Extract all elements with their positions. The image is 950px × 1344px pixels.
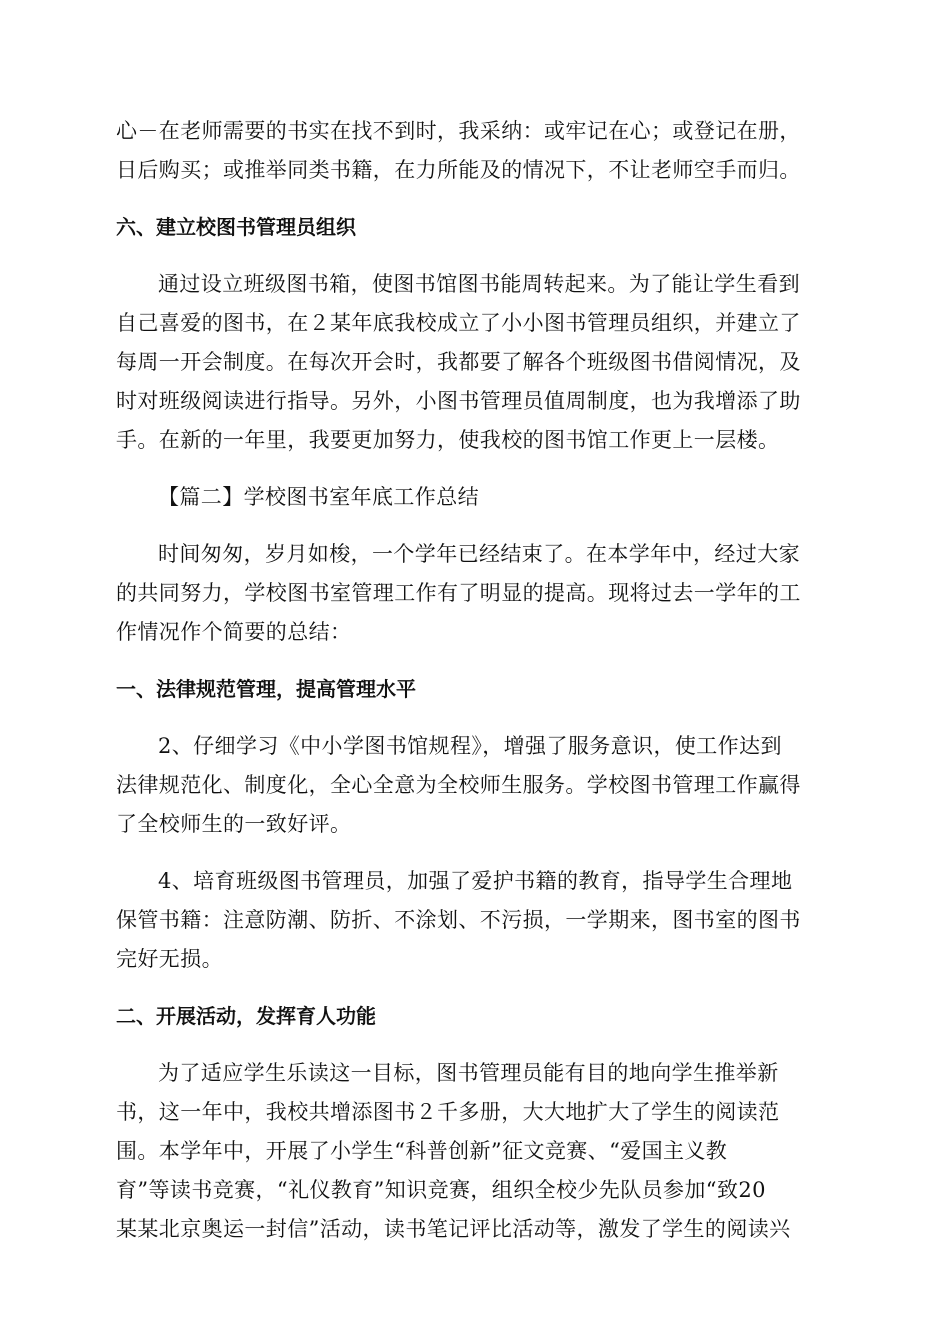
text-line: 完好无损。	[116, 947, 223, 971]
part-2-intro	[116, 535, 836, 652]
text-line: 每周一开会制度。在每次开会时，我都要了解各个班级图书借阅情况，及	[116, 350, 801, 374]
text-line: 某某北京奥运一封信”活动，读书笔记评比活动等，激发了学生的阅读兴	[116, 1217, 791, 1241]
document-page	[116, 112, 836, 1249]
text-line: 作情况作个简要的总结：	[116, 620, 352, 644]
part-title: 【篇二】学校图书室年底工作总结	[158, 485, 479, 509]
text-line: 时间匆匆，岁月如梭，一个学年已经结束了。在本学年中，经过大家	[158, 542, 800, 566]
text-line: 日后购买；或推举同类书籍，在力所能及的情况下，不让老师空手而归。	[116, 158, 801, 182]
text-line: 的共同努力，学校图书室管理工作有了明显的提高。现将过去一学年的工	[116, 581, 801, 605]
text-line: 4、培育班级图书管理员，加强了爱护书籍的教育，指导学生合理地	[158, 869, 793, 893]
text-line: 自己喜爱的图书，在２某年底我校成立了小小图书管理员组织，并建立了	[116, 311, 801, 335]
section-b-paragraph	[116, 1054, 836, 1249]
text-line: 保管书籍：注意防潮、防折、不涂划、不污损，一学期来，图书室的图书	[116, 908, 801, 932]
text-line: 了全校师生的一致好评。	[116, 812, 352, 836]
text-line: 时对班级阅读进行指导。另外，小图书管理员值周制度，也为我增添了助	[116, 389, 801, 413]
text-line: 围。本学年中，开展了小学生“科普创新”征文竞赛、“爱国主义教	[116, 1139, 728, 1163]
text-line: 为了适应学生乐读这一目标，图书管理员能有目的地向学生推举新	[158, 1061, 779, 1085]
section-6-paragraph	[116, 265, 836, 460]
text-line: 2、仔细学习《中小学图书馆规程》，增强了服务意识，使工作达到	[158, 734, 782, 758]
text-line: 法律规范化、制度化，全心全意为全校师生服务。学校图书管理工作赢得	[116, 773, 801, 797]
section-a-paragraph-1	[116, 727, 836, 844]
text-line: 育”等读书竞赛，“礼仪教育”知识竞赛，组织全校少先队员参加“致20	[116, 1178, 766, 1202]
section-heading-6: 六、建立校图书管理员组织	[116, 215, 356, 239]
section-a-paragraph-2	[116, 862, 836, 979]
section-heading-b: 二、开展活动，发挥育人功能	[116, 1004, 376, 1028]
text-line: 书，这一年中，我校共增添图书２千多册，大大地扩大了学生的阅读范	[116, 1100, 780, 1124]
text-line: 手。在新的一年里，我要更加努力，使我校的图书馆工作更上一层楼。	[116, 428, 780, 452]
text-line: 心－在老师需要的书实在找不到时，我采纳：或牢记在心；或登记在册，	[116, 119, 801, 143]
section-heading-a: 一、法律规范管理，提高管理水平	[116, 677, 416, 701]
text-line: 通过设立班级图书箱，使图书馆图书能周转起来。为了能让学生看到	[158, 272, 800, 296]
continuation-paragraph	[116, 112, 836, 190]
